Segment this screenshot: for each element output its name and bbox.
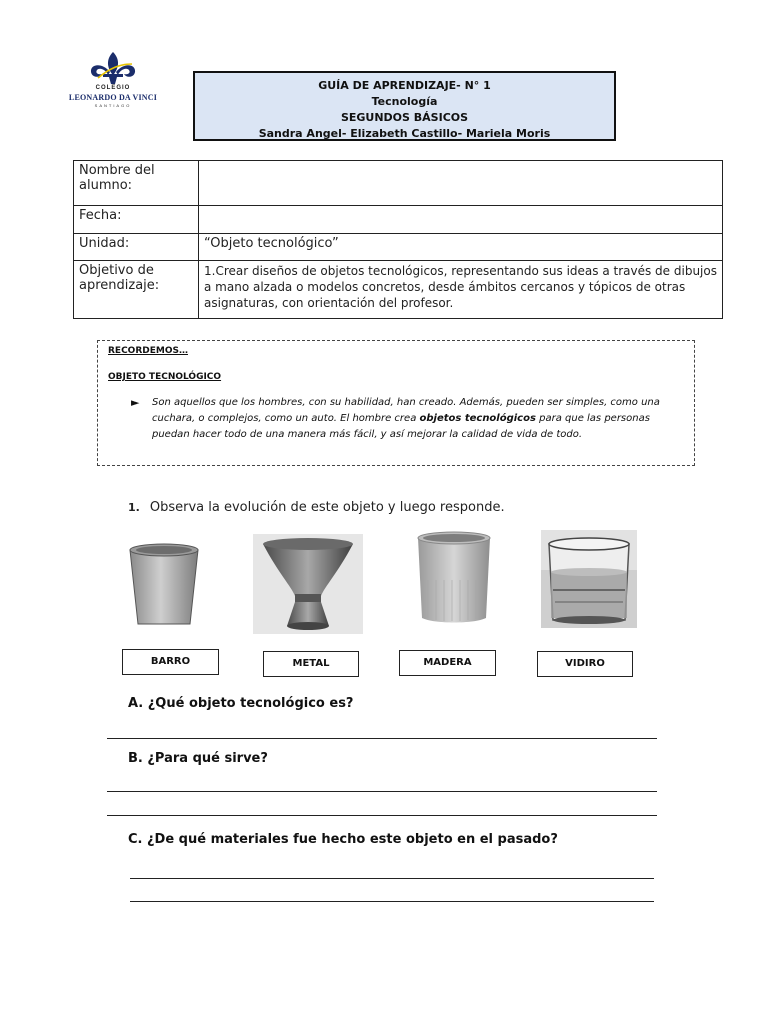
guide-subject: Tecnología <box>371 95 438 108</box>
glass-cup-image <box>541 530 637 628</box>
table-row-unit <box>74 234 723 261</box>
student-info-table <box>73 160 723 319</box>
unit-value: “Objeto tecnológico” <box>199 234 723 261</box>
recordemos-subtitle: OBJETO TECNOLÓGICO <box>108 372 222 382</box>
activity-number: 1. <box>128 501 140 514</box>
objective-value: 1.Crear diseños de objetos tecnológicos, representando sus ideas a través de dibujos a mano alzada o modelos concretos, desde ámbitos cercanos y tópicos de otras asignaturas, con orientación del profesor. <box>199 261 723 319</box>
table-row-date <box>74 206 723 234</box>
label-madera: MADERA <box>399 650 496 676</box>
label-vidiro: VIDIRO <box>537 651 633 677</box>
logo-text-city: SANTIAGO <box>94 103 132 108</box>
guide-grade: SEGUNDOS BÁSICOS <box>340 111 469 124</box>
clay-cup-image <box>126 540 202 628</box>
table-row-name <box>74 161 723 206</box>
answer-line-c1[interactable] <box>130 878 654 879</box>
wooden-cup-image <box>414 530 494 626</box>
arrow-bullet-icon: ► <box>131 396 140 409</box>
table-row-objective <box>74 261 723 319</box>
guide-header <box>193 71 616 141</box>
answer-line-a[interactable] <box>107 738 657 739</box>
school-logo <box>62 50 164 108</box>
date-label: Fecha: <box>74 206 199 234</box>
question-a: A. ¿Qué objeto tecnológico es? <box>128 696 354 711</box>
label-barro: BARRO <box>122 649 219 675</box>
answer-line-c2[interactable] <box>130 901 654 902</box>
objective-label: Objetivo de aprendizaje: <box>74 261 199 319</box>
label-metal: METAL <box>263 651 359 677</box>
answer-line-b1[interactable] <box>107 791 657 792</box>
definition-text-start: Son aquellos que los hombres, con su habilidad, han creado. Además, pueden ser simples, como una cuchara, o complejos, como un auto. El hombre crea <box>152 397 660 424</box>
unit-label: Unidad: <box>74 234 199 261</box>
recordemos-title: RECORDEMOS… <box>108 346 188 356</box>
guide-title: GUÍA DE APRENDIZAJE- N° 1 <box>318 79 491 92</box>
recordemos-box <box>97 340 695 466</box>
definition-text-bold: objetos tecnológicos <box>419 413 536 424</box>
date-field[interactable] <box>199 206 723 234</box>
question-c: C. ¿De qué materiales fue hecho este objeto en el pasado? <box>128 832 558 847</box>
logo-text-colegio: COLEGIO <box>95 85 131 91</box>
fleur-de-lis-icon <box>62 50 164 86</box>
guide-authors: Sandra Angel- Elizabeth Castillo- Mariela Moris <box>258 127 551 140</box>
name-label: Nombre del alumno: <box>74 161 199 206</box>
definition-text-end: para que las personas puedan hacer todo de una manera más fácil, y así mejorar la calidad de vida de todo. <box>152 413 650 440</box>
activity-instruction <box>128 500 505 515</box>
question-b: B. ¿Para qué sirve? <box>128 751 268 766</box>
answer-line-b2[interactable] <box>107 815 657 816</box>
recordemos-definition <box>152 395 690 443</box>
name-field[interactable] <box>199 161 723 206</box>
logo-text-school-name: LEONARDO DA VINCI <box>68 93 158 102</box>
activity-instruction-text: Observa la evolución de este objeto y luego responde. <box>149 500 505 515</box>
metal-cup-image <box>253 534 363 634</box>
